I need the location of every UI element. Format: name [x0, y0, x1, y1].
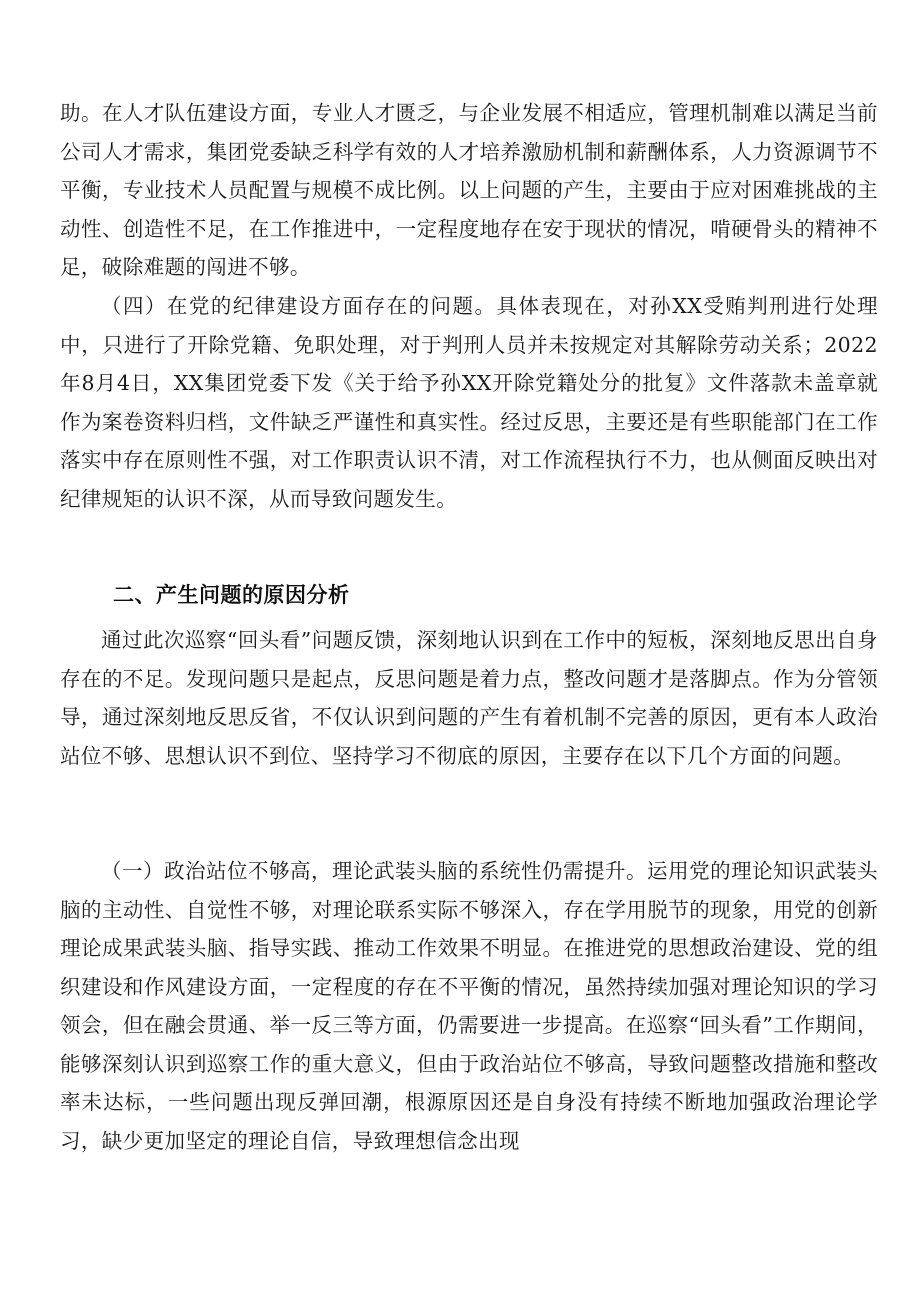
paragraph-inspection-reflection: 通过此次巡察“回头看”问题反馈，深刻地认识到在工作中的短板，深刻地反思出自身存在的不足。发现问题只是起点，反思问题是着力点，整改问题才是落脚点。作为分管领导，通过深刻地反思反省，不仅认识到问题的产生有着机制不完善的原因，更有本人政治站位不够、思想认识不到位、坚持学习不彻底的原因，主要存在以下几个方面的问题。	[60, 628, 878, 768]
paragraph-political-stance: （一）政治站位不够高，理论武装头脑的系统性仍需提升。运用党的理论知识武装头脑的主动性、自觉性不够，对理论联系实际不够深入，存在学用脱节的现象，用党的创新理论成果武装头脑、指导实践、推动工作效果不明显。在推进党的思想政治建设、党的组织建设和作风建设方面，一定程度的存在不平衡的情况，虽然持续加强对理论知识的学习领会，但在融会贯通、举一反三等方面，仍需要进一步提高。在巡察“回头看”工作期间，能够深刻认识到巡察工作的重大意义，但由于政治站位不够高，导致问题整改措施和整改率未达标，一些问题出现反弹回潮，根源原因还是自身没有持续不断地加强政治理论学习，缺少更加坚定的理论自信，导致理想信念出现	[60, 859, 878, 1153]
paragraph-discipline-issues: （四）在党的纪律建设方面存在的问题。具体表现在，对孙XX受贿判刑进行处理中，只进行了开除党籍、免职处理，对于判刑人员并未按规定对其解除劳动关系；2022年8月4日，XX集团党委下发《关于给予孙XX开除党籍处分的批复》文件落款未盖章就作为案卷资料归档，文件缺乏严谨性和真实性。经过反思，主要还是有些职能部门在工作落实中存在原则性不强，对工作职责认识不清，对工作流程执行不力，也从侧面反映出对纪律规矩的认识不深，从而导致问题发生。	[60, 294, 878, 511]
paragraph-talent-issues: 助。在人才队伍建设方面，专业人才匮乏，与企业发展不相适应，管理机制难以满足当前公司人才需求，集团党委缺乏科学有效的人才培养激励机制和薪酬体系，人力资源调节不平衡，专业技术人员配置与规模不成比例。以上问题的产生，主要由于应对困难挑战的主动性、创造性不足，在工作推进中，一定程度地存在安于现状的情况，啃硬骨头的精神不足，破除难题的闯进不够。	[60, 101, 878, 279]
section-heading-cause-analysis: 二、产生问题的原因分析	[113, 583, 350, 607]
